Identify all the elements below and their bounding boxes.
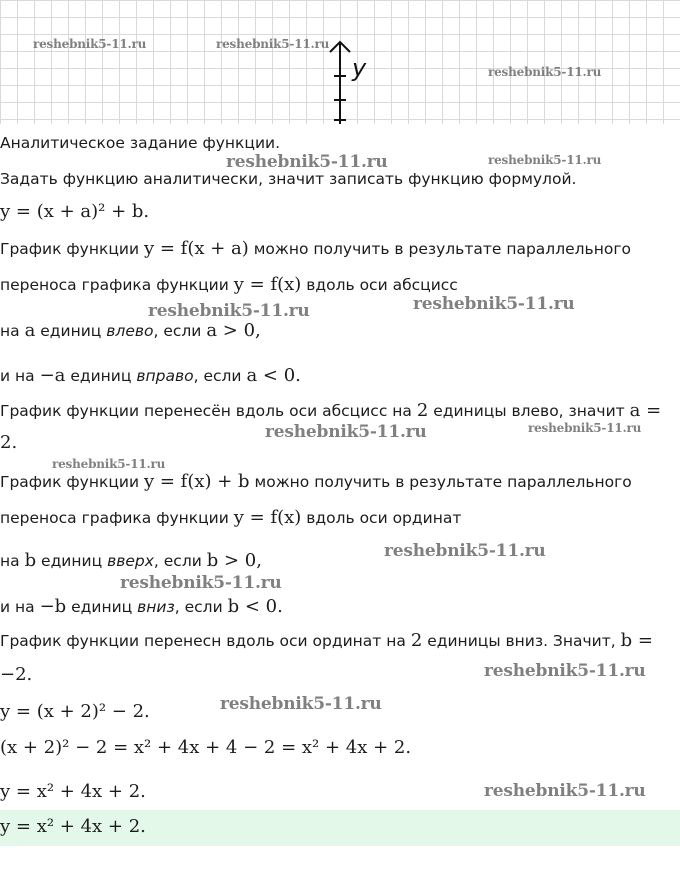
watermark: reshebnik5-11.ru — [216, 37, 330, 51]
watermark: reshebnik5-11.ru — [220, 694, 382, 714]
watermark: reshebnik5-11.ru — [528, 421, 642, 435]
watermark: reshebnik5-11.ru — [120, 573, 282, 593]
watermark: reshebnik5-11.ru — [413, 294, 575, 314]
text-line-8: График функции перенесён вдоль оси абсцисс на 2 единицы влево, значит a = — [0, 400, 662, 421]
text-line-4: График функции y = f(x + a) можно получить в результате параллельного — [0, 238, 631, 259]
watermark: reshebnik5-11.ru — [384, 541, 546, 561]
watermark: reshebnik5-11.ru — [33, 37, 147, 51]
text-line-13: и на −b единиц вниз, если b < 0. — [0, 596, 283, 617]
text-line-9: 2. — [0, 432, 18, 453]
answer-box — [0, 810, 680, 846]
text-line-11: переноса графика функции y = f(x) вдоль оси ординат — [0, 507, 462, 528]
heading: Аналитическое задание функции. — [0, 134, 281, 152]
formula-expansion: (x + 2)² − 2 = x² + 4x + 4 − 2 = x² + 4x + 2. — [0, 737, 412, 758]
watermark: reshebnik5-11.ru — [226, 152, 388, 172]
watermark: reshebnik5-11.ru — [488, 65, 602, 79]
y-axis-label: y — [352, 54, 367, 82]
text-line-6: на a единиц влево, если a > 0, — [0, 320, 261, 341]
watermark: reshebnik5-11.ru — [52, 457, 166, 471]
formula-general: y = (x + a)² + b. — [0, 201, 150, 222]
watermark: reshebnik5-11.ru — [484, 781, 646, 801]
text-line-12: на b единиц вверх, если b > 0, — [0, 550, 262, 571]
formula-result: y = x² + 4x + 2. — [0, 781, 146, 802]
watermark: reshebnik5-11.ru — [484, 661, 646, 681]
answer-formula: y = x² + 4x + 2. — [0, 816, 146, 837]
text-line-15: −2. — [0, 664, 33, 685]
text-line-10: График функции y = f(x) + b можно получить в результате параллельного — [0, 471, 632, 492]
formula-substituted: y = (x + 2)² − 2. — [0, 701, 150, 722]
watermark: reshebnik5-11.ru — [488, 153, 602, 167]
text-line-14: График функции перенесн вдоль оси ординат на 2 единицы вниз. Значит, b = — [0, 630, 653, 651]
text-line-5: переноса графика функции y = f(x) вдоль оси абсцисс — [0, 274, 458, 295]
watermark: reshebnik5-11.ru — [265, 422, 427, 442]
watermark: reshebnik5-11.ru — [148, 301, 310, 321]
text-line-7: и на −a единиц вправо, если a < 0. — [0, 365, 301, 386]
definition-text: Задать функцию аналитически, значит записать функцию формулой. — [0, 170, 577, 188]
